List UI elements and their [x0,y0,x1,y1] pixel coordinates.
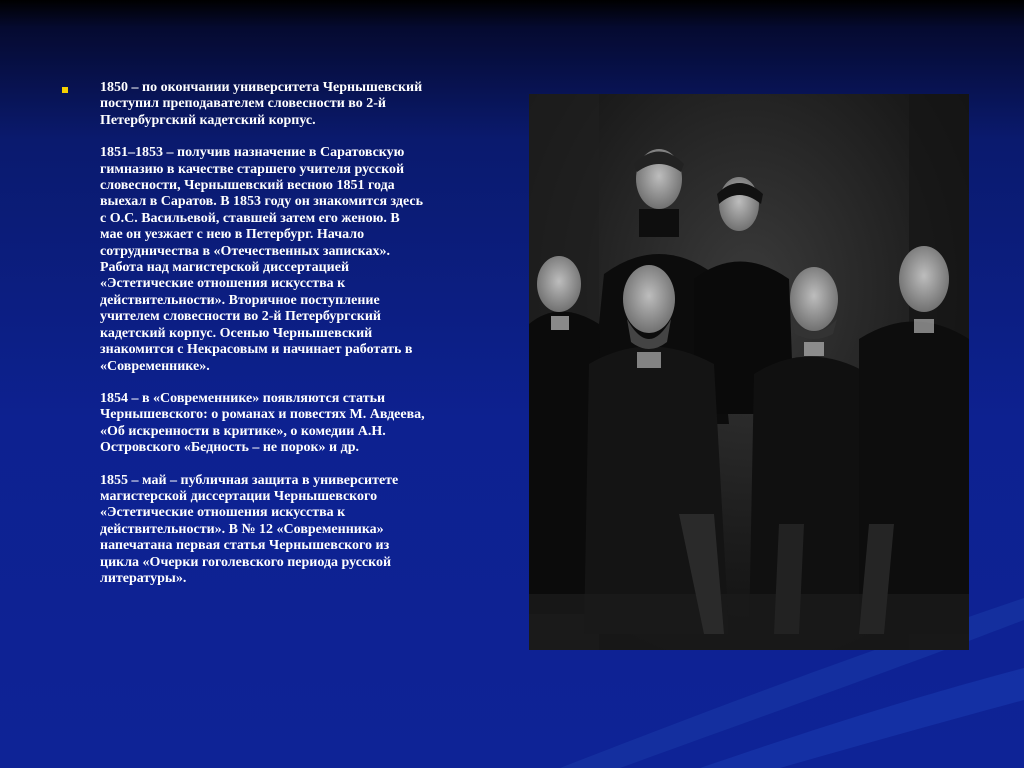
paragraph-1850: 1850 – по окончании университета Чернышевский поступил преподавателем словесности во 2-й Петербургский кадетский корпус. [100,80,423,128]
square-bullet-icon [62,87,68,93]
paragraph-1854: 1854 – в «Современнике» появляются статьи Чернышевского: о романах и повестях М. Авдеева, «Об искренности в критике», о комедии А.Н. Островского «Бедность – не порок» и др. [100,390,425,456]
paragraph-1855: 1855 – май – публичная защита в университете магистерской диссертации Чернышевского «Эстетические отношения искусства к действительности». В № 12 «Современника» напечатана первая статья Чернышевского из цикла «Очерки гоголевского периода русской литературы». [100,472,399,586]
bullet-text [100,80,500,603]
group-photograph [529,94,969,650]
group-photograph-illustration [529,94,969,650]
paragraph-1851-1853: 1851–1853 – получив назначение в Саратовскую гимназию в качестве старшего учителя русской словесности, Чернышевский весною 1851 года выехал в Саратов. В 1853 году он знакомится здесь с О.С. Васильевой, ставшей затем его женою. В мае он уезжает с нею в Петербург. Начало сотрудничества в «Отечественных записках». Работа над магистерской диссертацией «Эстетические отношения искусства к действительности». Вторичное поступление учителем словесности во 2-й Петербургский кадетский корпус. Осенью Чернышевский знакомится с Некрасовым и начинает работать в «Современнике». [100,145,424,374]
